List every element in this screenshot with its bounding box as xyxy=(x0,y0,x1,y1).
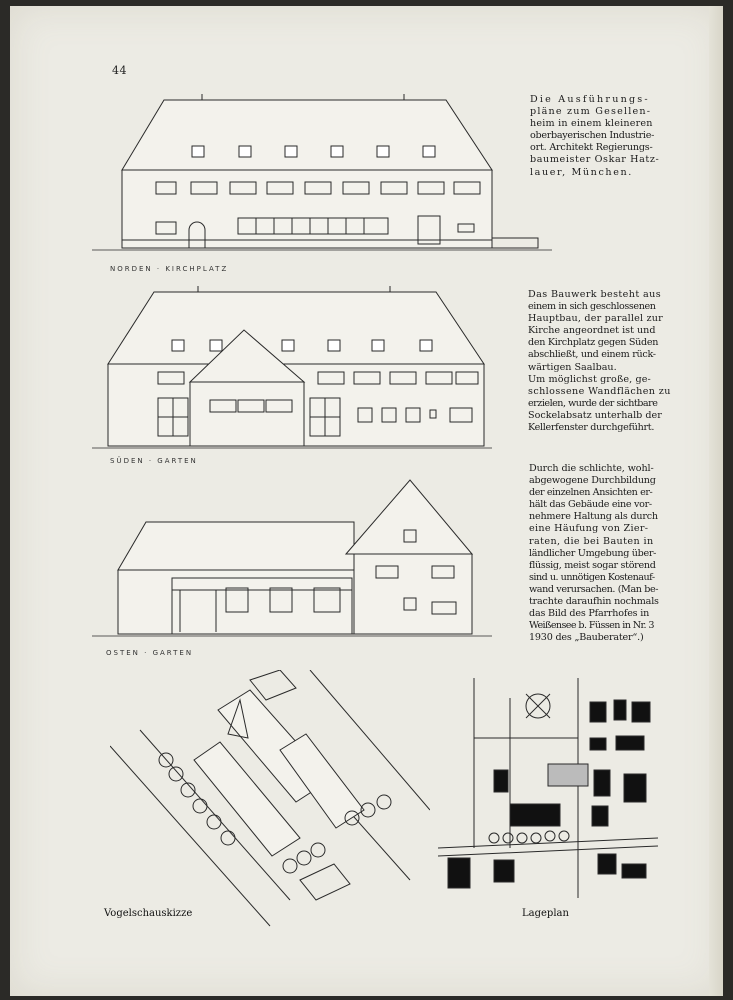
text-line: abgewogene Durchbildung xyxy=(529,475,656,487)
page-number: 44 xyxy=(112,64,127,77)
page-edge xyxy=(709,6,723,996)
text-line: baumeister Oskar Hatz- xyxy=(530,154,660,166)
text-line: den Kirchplatz gegen Süden xyxy=(528,337,659,349)
text-line: einem in sich geschlossenen xyxy=(528,301,656,313)
text-line: raten, die bei Bauten in xyxy=(529,535,654,547)
text-line: wärtigen Saalbau. xyxy=(528,361,617,373)
text-line: das Bild des Pfarrhofes in xyxy=(529,608,650,620)
text-line: 1930 des „Bauberater“.) xyxy=(529,632,644,644)
text-line: Weißensee b. Füssen in Nr. 3 xyxy=(529,620,654,632)
text-line: der einzelnen Ansichten er- xyxy=(529,487,653,499)
caption-south: SÜDEN · GARTEN xyxy=(110,457,198,465)
text-line: hält das Gebäude eine vor- xyxy=(529,499,652,511)
text-line: flüssig, meist sogar störend xyxy=(529,559,656,571)
text-line: Kellerfenster durchgeführt. xyxy=(528,422,655,434)
text-line: pläne zum Gesellen- xyxy=(530,106,652,118)
text-line: Um möglichst große, ge- xyxy=(528,373,651,385)
text-line: Sockelabsatz unterhalb der xyxy=(528,409,662,421)
north-elevation-drawing xyxy=(92,90,552,260)
text-line: trachte daraufhin nochmals xyxy=(529,596,659,608)
caption-birdseye: Vogelschauskizze xyxy=(104,908,193,919)
text-line: Hauptbau, der parallel zur xyxy=(528,313,663,325)
site-plan xyxy=(438,678,658,898)
text-line: Das Bauwerk besteht aus xyxy=(528,289,662,300)
text-line: oberbayerischen Industrie- xyxy=(530,130,655,142)
caption-north: NORDEN · KIRCHPLATZ xyxy=(110,265,229,273)
document-page xyxy=(10,6,723,996)
paragraph-design xyxy=(529,463,659,644)
south-elevation-drawing xyxy=(92,284,552,454)
text-line: nehmere Haltung als durch xyxy=(529,511,658,523)
text-line: ort. Architekt Regierungs- xyxy=(530,142,653,154)
text-line: erzielen, wurde der sichtbare xyxy=(528,397,658,409)
text-line: Durch die schlichte, wohl- xyxy=(529,463,654,474)
text-line: ländlicher Umgebung über- xyxy=(529,547,657,559)
text-line: sind u. unnötigen Kostenauf- xyxy=(529,571,655,583)
text-line: heim in einem kleineren xyxy=(530,118,653,130)
text-line: eine Häufung von Zier- xyxy=(529,523,649,535)
east-elevation-drawing xyxy=(92,472,512,652)
caption-site-plan: Lageplan xyxy=(522,908,569,919)
birdseye-sketch xyxy=(110,670,430,930)
text-line: Kirche angeordnet ist und xyxy=(528,325,656,337)
text-line: lauer, München. xyxy=(530,166,633,178)
text-line: schlossene Wandflächen zu xyxy=(528,385,671,397)
caption-east: OSTEN · GARTEN xyxy=(106,649,194,657)
text-line: abschließt, und einem rück- xyxy=(528,349,656,361)
text-line: Die Ausführungs- xyxy=(530,94,650,105)
text-line: wand verursachen. (Man be- xyxy=(529,583,659,595)
